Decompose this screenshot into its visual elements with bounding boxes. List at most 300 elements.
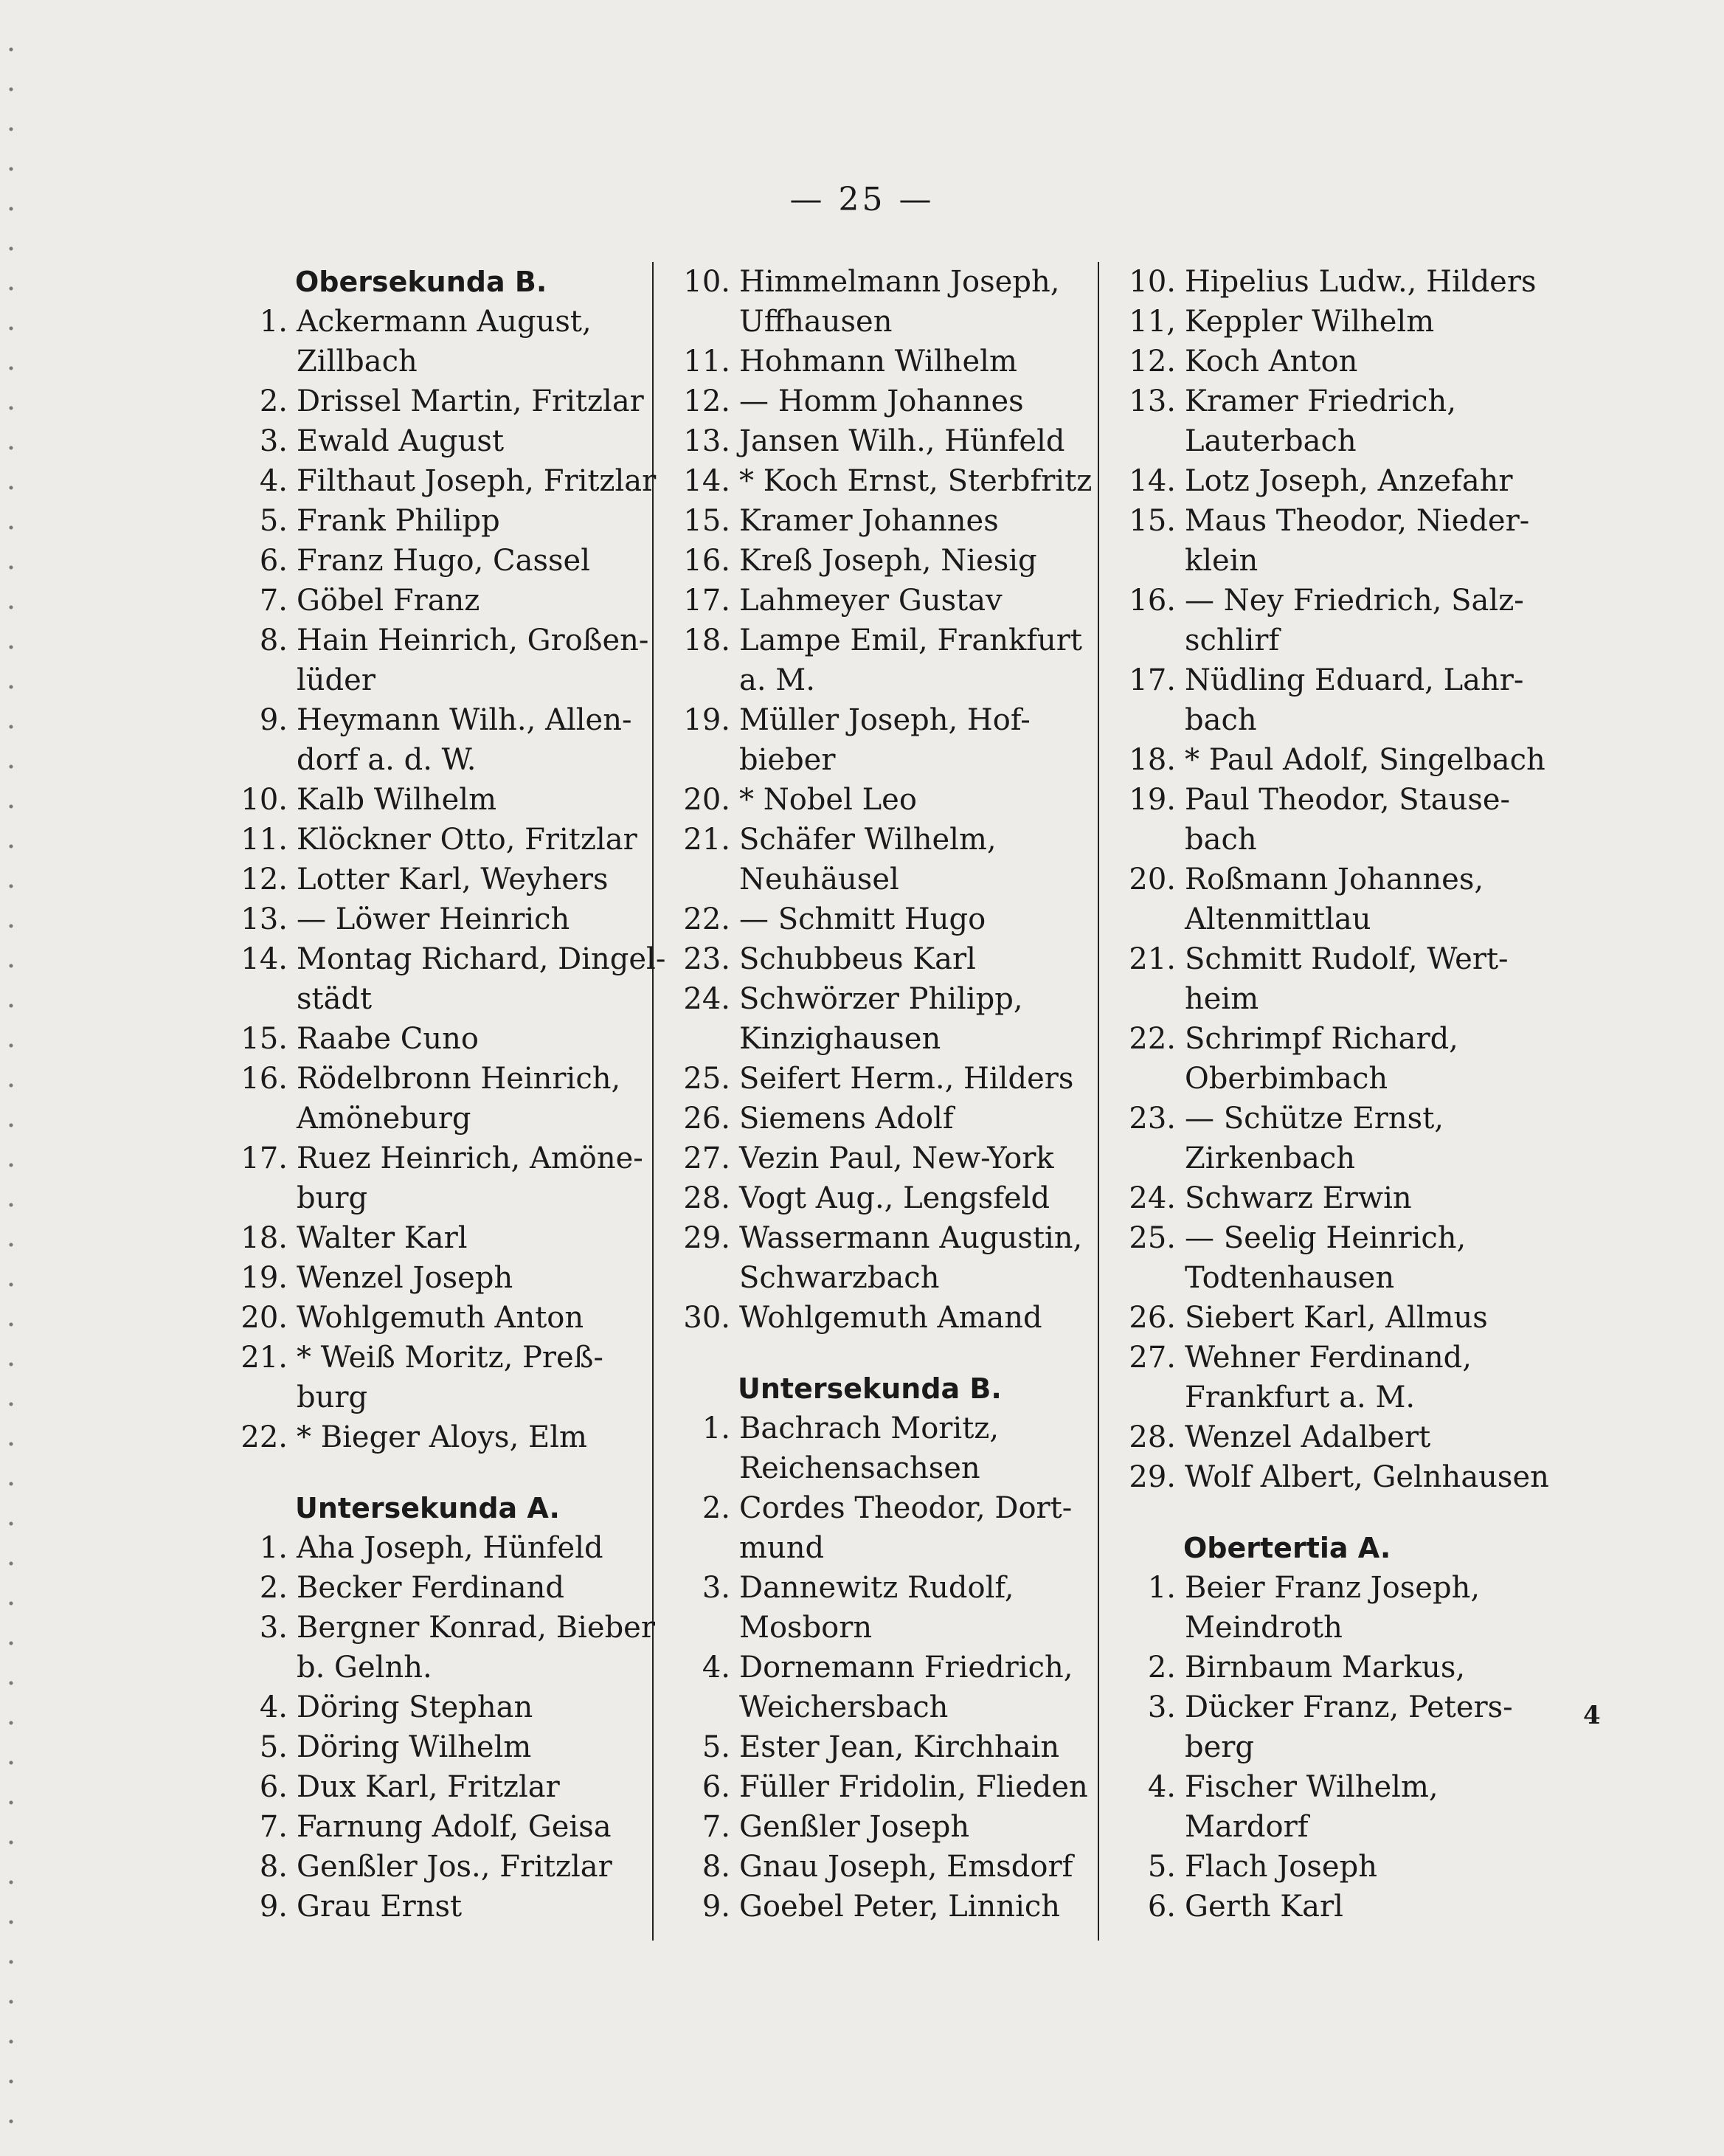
entry-number: 5. [259,1730,288,1764]
student-entry [677,1178,1090,1218]
entry-number: 6. [259,1770,288,1804]
student-entry [677,581,1090,621]
student-entry [235,501,648,541]
student-name: Wenzel Joseph [297,1261,513,1295]
entry-number: 11. [683,345,730,379]
student-entry [677,1807,1090,1847]
student-name: Hohmann Wilhelm [739,345,1017,379]
student-entry [1123,780,1536,860]
student-name: Hipelius Ludw., Hilders [1185,265,1537,299]
entry-number: 23. [683,942,730,976]
entry-number: 29. [1129,1460,1176,1494]
student-name: Bergner Konrad, Bieber [297,1611,655,1645]
student-name: Birnbaum Markus, [1185,1651,1466,1685]
column-1 [235,262,666,1927]
entry-number: 20. [683,783,730,817]
class-heading: Obersekunda B. [295,266,547,298]
student-name: Montag Richard, Dingel- [297,942,666,976]
student-entry [677,621,1090,700]
student-entry [235,1807,648,1847]
student-name-continuation: Schwarzbach [739,1261,940,1295]
entry-number: 27. [1129,1341,1176,1375]
entry-number: 21. [683,823,730,857]
student-name: Ewald August [297,424,505,458]
student-entry [1123,581,1536,660]
entry-number: 26. [1129,1301,1176,1335]
student-name-continuation: bieber [739,743,836,777]
student-name: Dannewitz Rudolf, [739,1571,1014,1605]
student-name-continuation: lüder [297,663,375,697]
entry-number: 19. [683,703,730,737]
student-entry [677,1767,1090,1807]
student-entry [677,1099,1090,1139]
student-name: Schrimpf Richard, [1185,1022,1458,1056]
entry-number: 10. [1129,265,1176,299]
column-divider [652,262,654,1941]
entry-number: 17. [683,584,730,618]
student-name: Rödelbronn Heinrich, [297,1062,621,1096]
entry-number: 3. [259,1611,288,1645]
column-3 [1123,262,1549,1927]
entry-number: 18. [683,623,730,657]
entry-number: 12. [1129,345,1176,379]
student-name: Kramer Friedrich, [1185,384,1457,418]
student-name-continuation: Altenmittlau [1185,902,1371,936]
student-entry [235,1139,648,1218]
student-name: Franz Hugo, Cassel [297,544,591,578]
student-name-continuation: Mosborn [739,1611,873,1645]
student-name: — Schmitt Hugo [739,902,986,936]
entry-number: 6. [259,544,288,578]
entry-number: 17. [240,1141,288,1175]
entry-number: 6. [702,1770,730,1804]
student-name-continuation: bach [1185,703,1257,737]
student-name: Kramer Johannes [739,504,999,538]
entry-number: 10. [240,783,288,817]
student-entry [677,1847,1090,1887]
student-name: Ruez Heinrich, Amöne- [297,1141,643,1175]
entry-number: 14. [240,942,288,976]
student-name: Klöckner Otto, Fritzlar [297,823,637,857]
student-name-continuation: Zillbach [297,345,418,379]
student-name-continuation: Weichersbach [739,1690,949,1724]
student-entry [1123,1568,1536,1648]
student-entry [1123,1218,1536,1298]
student-name: * Paul Adolf, Singelbach [1185,743,1545,777]
student-name: Seifert Herm., Hilders [739,1062,1074,1096]
student-name: Ester Jean, Kirchhain [739,1730,1060,1764]
student-entry [1123,1298,1536,1338]
student-name: — Seelig Heinrich, [1185,1221,1467,1255]
entry-number: 15. [1129,504,1176,538]
student-name: * Bieger Aloys, Elm [297,1420,587,1454]
student-name-continuation: a. M. [739,663,815,697]
entry-number: 6. [1147,1890,1176,1924]
entry-number: 22. [240,1420,288,1454]
student-entry [677,1139,1090,1178]
student-entry [1123,1887,1536,1927]
entry-number: 14. [683,464,730,498]
student-name-continuation: städt [297,982,373,1016]
student-name: Beier Franz Joseph, [1185,1571,1481,1605]
entry-number: 3. [259,424,288,458]
page-number: — 25 — [789,181,935,218]
student-entry [677,501,1090,541]
student-name: Schwörzer Philipp, [739,982,1023,1016]
class-heading: Untersekunda B. [738,1372,1002,1405]
student-entry [677,1568,1090,1648]
student-name: Fischer Wilhelm, [1185,1770,1439,1804]
student-entry [1123,1019,1536,1099]
student-name-continuation: berg [1185,1730,1255,1764]
entry-number: 2. [702,1491,730,1525]
student-name: Wassermann Augustin, [739,1221,1083,1255]
student-name: — Homm Johannes [739,384,1024,418]
student-name-continuation: Neuhäusel [739,863,899,896]
student-name: Gnau Joseph, Emsdorf [739,1850,1073,1884]
student-entry [677,1887,1090,1927]
student-entry [235,700,648,780]
student-name-continuation: schlirf [1185,623,1280,657]
student-name: Füller Fridolin, Flieden [739,1770,1088,1804]
student-name: Frank Philipp [297,504,500,538]
student-entry [235,461,657,501]
student-entry [1123,740,1545,780]
student-name: * Koch Ernst, Sterbfritz [739,464,1093,498]
student-entry [235,1847,648,1887]
student-name-continuation: Zirkenbach [1185,1141,1355,1175]
entry-number: 8. [702,1850,730,1884]
student-name: Müller Joseph, Hof- [739,703,1031,737]
class-heading: Obertertia A. [1183,1532,1391,1564]
student-entry [677,1727,1090,1767]
section-gap [677,1338,1090,1369]
student-entry [677,1648,1090,1727]
entry-number: 11. [240,823,288,857]
column-divider [1098,262,1099,1941]
entry-number: 4. [702,1651,730,1685]
student-name: Wohlgemuth Amand [739,1301,1042,1335]
student-name: Heymann Wilh., Allen- [297,703,632,737]
student-name: Bachrach Moritz, [739,1412,1000,1445]
student-name-continuation: Lauterbach [1185,424,1357,458]
entry-number: 13. [240,902,288,936]
entry-number: 27. [683,1141,730,1175]
entry-number: 29. [683,1221,730,1255]
student-name: Lotz Joseph, Anzefahr [1185,464,1513,498]
student-name: * Weiß Moritz, Preß- [297,1341,603,1375]
entry-number: 8. [259,1850,288,1884]
student-name: Goebel Peter, Linnich [739,1890,1061,1924]
entry-number: 16. [1129,584,1176,618]
student-name: Keppler Wilhelm [1185,305,1435,339]
entry-number: 11, [1129,305,1176,339]
entry-number: 9. [259,1890,288,1924]
entry-number: 1. [259,1531,288,1565]
entry-number: 1. [1147,1571,1176,1605]
student-name: Himmelmann Joseph, [739,265,1060,299]
class-heading: Untersekunda A. [295,1492,560,1524]
student-name: Ackermann August, [297,305,592,339]
column-2 [677,262,1093,1927]
student-entry [235,1417,648,1457]
student-entry [235,541,648,581]
entry-number: 2. [259,1571,288,1605]
student-name: Aha Joseph, Hünfeld [297,1531,603,1565]
student-entry [1123,1847,1536,1887]
student-name-continuation: bach [1185,823,1257,857]
entry-number: 10. [683,265,730,299]
entry-number: 25. [683,1062,730,1096]
student-name: Siemens Adolf [739,1102,954,1136]
student-name: Grau Ernst [297,1890,463,1924]
student-entry [1123,939,1536,1019]
entry-number: 7. [259,1810,288,1844]
student-name: Roßmann Johannes, [1185,863,1484,896]
entry-number: 24. [683,982,730,1016]
entry-number: 2. [259,384,288,418]
student-name: Flach Joseph [1185,1850,1377,1884]
student-name-continuation: Todtenhausen [1185,1261,1395,1295]
student-entry [1123,1099,1536,1178]
student-entry [1123,860,1536,939]
student-name-continuation: Oberbimbach [1185,1062,1388,1096]
student-name-continuation: Uffhausen [739,305,893,339]
student-name: — Schütze Ernst, [1185,1102,1444,1136]
student-entry [235,860,648,899]
student-entry [677,1218,1090,1298]
entry-number: 22. [683,902,730,936]
entry-number: 25. [1129,1221,1176,1255]
student-name: Siebert Karl, Allmus [1185,1301,1488,1335]
student-name: Wenzel Adalbert [1185,1420,1431,1454]
entry-number: 7. [259,584,288,618]
student-entry [677,262,1090,342]
student-entry [1123,1417,1536,1457]
student-entry [235,421,648,461]
student-name-continuation: mund [739,1531,825,1565]
student-name: Kreß Joseph, Niesig [739,544,1037,578]
student-name: Paul Theodor, Stause- [1185,783,1511,817]
entry-number: 13. [683,424,730,458]
student-name: Lotter Karl, Weyhers [297,863,609,896]
student-name: Döring Stephan [297,1690,533,1724]
entry-number: 8. [259,623,288,657]
student-name: Lahmeyer Gustav [739,584,1003,618]
student-name: Kalb Wilhelm [297,783,496,817]
entry-number: 12. [240,863,288,896]
student-entry [677,939,1090,979]
entry-number: 14. [1129,464,1176,498]
entry-number: 23. [1129,1102,1176,1136]
entry-number: 2. [1147,1651,1176,1685]
student-entry [235,621,648,700]
student-entry [1123,342,1536,381]
entry-number: 1. [259,305,288,339]
student-entry [677,979,1090,1059]
student-name: Hain Heinrich, Großen- [297,623,649,657]
student-name-continuation: b. Gelnh. [297,1651,432,1685]
student-name: Nüdling Eduard, Lahr- [1185,663,1524,697]
entry-number: 5. [1147,1850,1176,1884]
entry-number: 19. [240,1261,288,1295]
student-name: Genßler Joseph [739,1810,970,1844]
student-entry [235,1608,655,1687]
student-entry [1123,381,1536,461]
student-entry [677,1409,1090,1488]
student-entry [1123,1457,1549,1497]
student-entry [677,780,1090,820]
student-name: Vogt Aug., Lengsfeld [739,1181,1050,1215]
student-name: Filthaut Joseph, Fritzlar [297,464,657,498]
student-entry [235,1019,648,1059]
student-entry [235,581,648,621]
student-entry [235,1727,648,1767]
entry-number: 1. [702,1412,730,1445]
student-name: Döring Wilhelm [297,1730,532,1764]
student-entry [235,1298,648,1338]
student-name-continuation: Meindroth [1185,1611,1343,1645]
binding-holes [6,30,16,2132]
student-name: Lampe Emil, Frankfurt [739,623,1082,657]
entry-number: 20. [240,1301,288,1335]
entry-number: 3. [1147,1690,1176,1724]
student-name: Schmitt Rudolf, Wert- [1185,942,1509,976]
student-entry [677,700,1090,780]
entry-number: 18. [240,1221,288,1255]
student-entry [1123,501,1536,581]
student-entry [1123,1338,1536,1417]
student-name-continuation: Amöneburg [297,1102,471,1136]
student-entry [235,780,648,820]
student-name-continuation: dorf a. d. W. [297,743,477,777]
student-entry [1123,1687,1536,1767]
entry-number: 4. [259,1690,288,1724]
student-entry [677,461,1093,501]
student-name: Cordes Theodor, Dort- [739,1491,1073,1525]
student-entry [235,1687,648,1727]
student-name: Schubbeus Karl [739,942,976,976]
entry-number: 21. [1129,942,1176,976]
student-entry [235,820,648,860]
student-entry [235,1338,648,1417]
student-name-continuation: burg [297,1381,368,1414]
student-entry [235,1218,648,1258]
entry-number: 13. [1129,384,1176,418]
entry-number: 7. [702,1810,730,1844]
entry-number: 28. [683,1181,730,1215]
student-name: Drissel Martin, Fritzlar [297,384,644,418]
student-name: Maus Theodor, Nieder- [1185,504,1530,538]
entry-number: 22. [1129,1022,1176,1056]
student-name-continuation: heim [1185,982,1259,1016]
student-name: * Nobel Leo [739,783,917,817]
student-entry [235,302,648,381]
entry-number: 9. [259,703,288,737]
section-gap [1123,1497,1536,1528]
student-entry [677,1059,1090,1099]
entry-number: 4. [1147,1770,1176,1804]
student-entry [1123,1178,1536,1218]
student-name: Vezin Paul, New-York [739,1141,1054,1175]
student-name: Koch Anton [1185,345,1358,379]
entry-number: 12. [683,384,730,418]
student-name-continuation: klein [1185,544,1259,578]
student-name: Schwarz Erwin [1185,1181,1412,1215]
section-gap [235,1457,648,1488]
student-entry [235,1528,648,1568]
student-name: Farnung Adolf, Geisa [297,1810,612,1844]
entry-number: 24. [1129,1181,1176,1215]
entry-number: 30. [683,1301,730,1335]
student-entry [1123,461,1536,501]
student-entry [677,1298,1090,1338]
student-name: Walter Karl [297,1221,468,1255]
entry-number: 3. [702,1571,730,1605]
student-name: Göbel Franz [297,584,480,618]
student-name: Dücker Franz, Peters- [1185,1690,1513,1724]
student-name-continuation: Mardorf [1185,1810,1309,1844]
student-entry [235,1568,648,1608]
student-entry [1123,262,1536,302]
student-entry [677,342,1090,381]
entry-number: 21. [240,1341,288,1375]
student-entry [235,1059,648,1139]
student-name: Wolf Albert, Gelnhausen [1185,1460,1549,1494]
student-entry [677,820,1090,899]
entry-number: 28. [1129,1420,1176,1454]
entry-number: 17. [1129,663,1176,697]
student-entry [235,899,648,939]
student-name: Jansen Wilh., Hünfeld [739,424,1065,458]
student-name: — Ney Friedrich, Salz- [1185,584,1524,618]
student-name-continuation: Reichensachsen [739,1451,980,1485]
entry-number: 15. [683,504,730,538]
entry-number: 5. [259,504,288,538]
student-entry [677,381,1090,421]
entry-number: 18. [1129,743,1176,777]
entry-number: 4. [259,464,288,498]
entry-number: 26. [683,1102,730,1136]
entry-number: 20. [1129,863,1176,896]
student-entry [1123,1648,1536,1687]
student-entry [1123,302,1536,342]
student-name: Dux Karl, Fritzlar [297,1770,560,1804]
student-name: Wohlgemuth Anton [297,1301,584,1335]
student-entry [1123,1767,1536,1847]
student-entry [677,1488,1090,1568]
student-name-continuation: Frankfurt a. M. [1185,1381,1416,1414]
entry-number: 16. [240,1062,288,1096]
student-name: Genßler Jos., Fritzlar [297,1850,612,1884]
student-name: Gerth Karl [1185,1890,1343,1924]
student-name: — Löwer Heinrich [297,902,570,936]
student-name: Raabe Cuno [297,1022,479,1056]
student-name: Dornemann Friedrich, [739,1651,1073,1685]
entry-number: 9. [702,1890,730,1924]
entry-number: 16. [683,544,730,578]
student-entry [235,1258,648,1298]
student-name-continuation: burg [297,1181,368,1215]
student-entry [235,939,666,1019]
signature-mark: 4 [1583,1701,1601,1730]
student-entry [677,541,1090,581]
student-name: Becker Ferdinand [297,1571,564,1605]
entry-number: 15. [240,1022,288,1056]
student-entry [677,899,1090,939]
student-entry [1123,660,1536,740]
student-name: Schäfer Wilhelm, [739,823,997,857]
